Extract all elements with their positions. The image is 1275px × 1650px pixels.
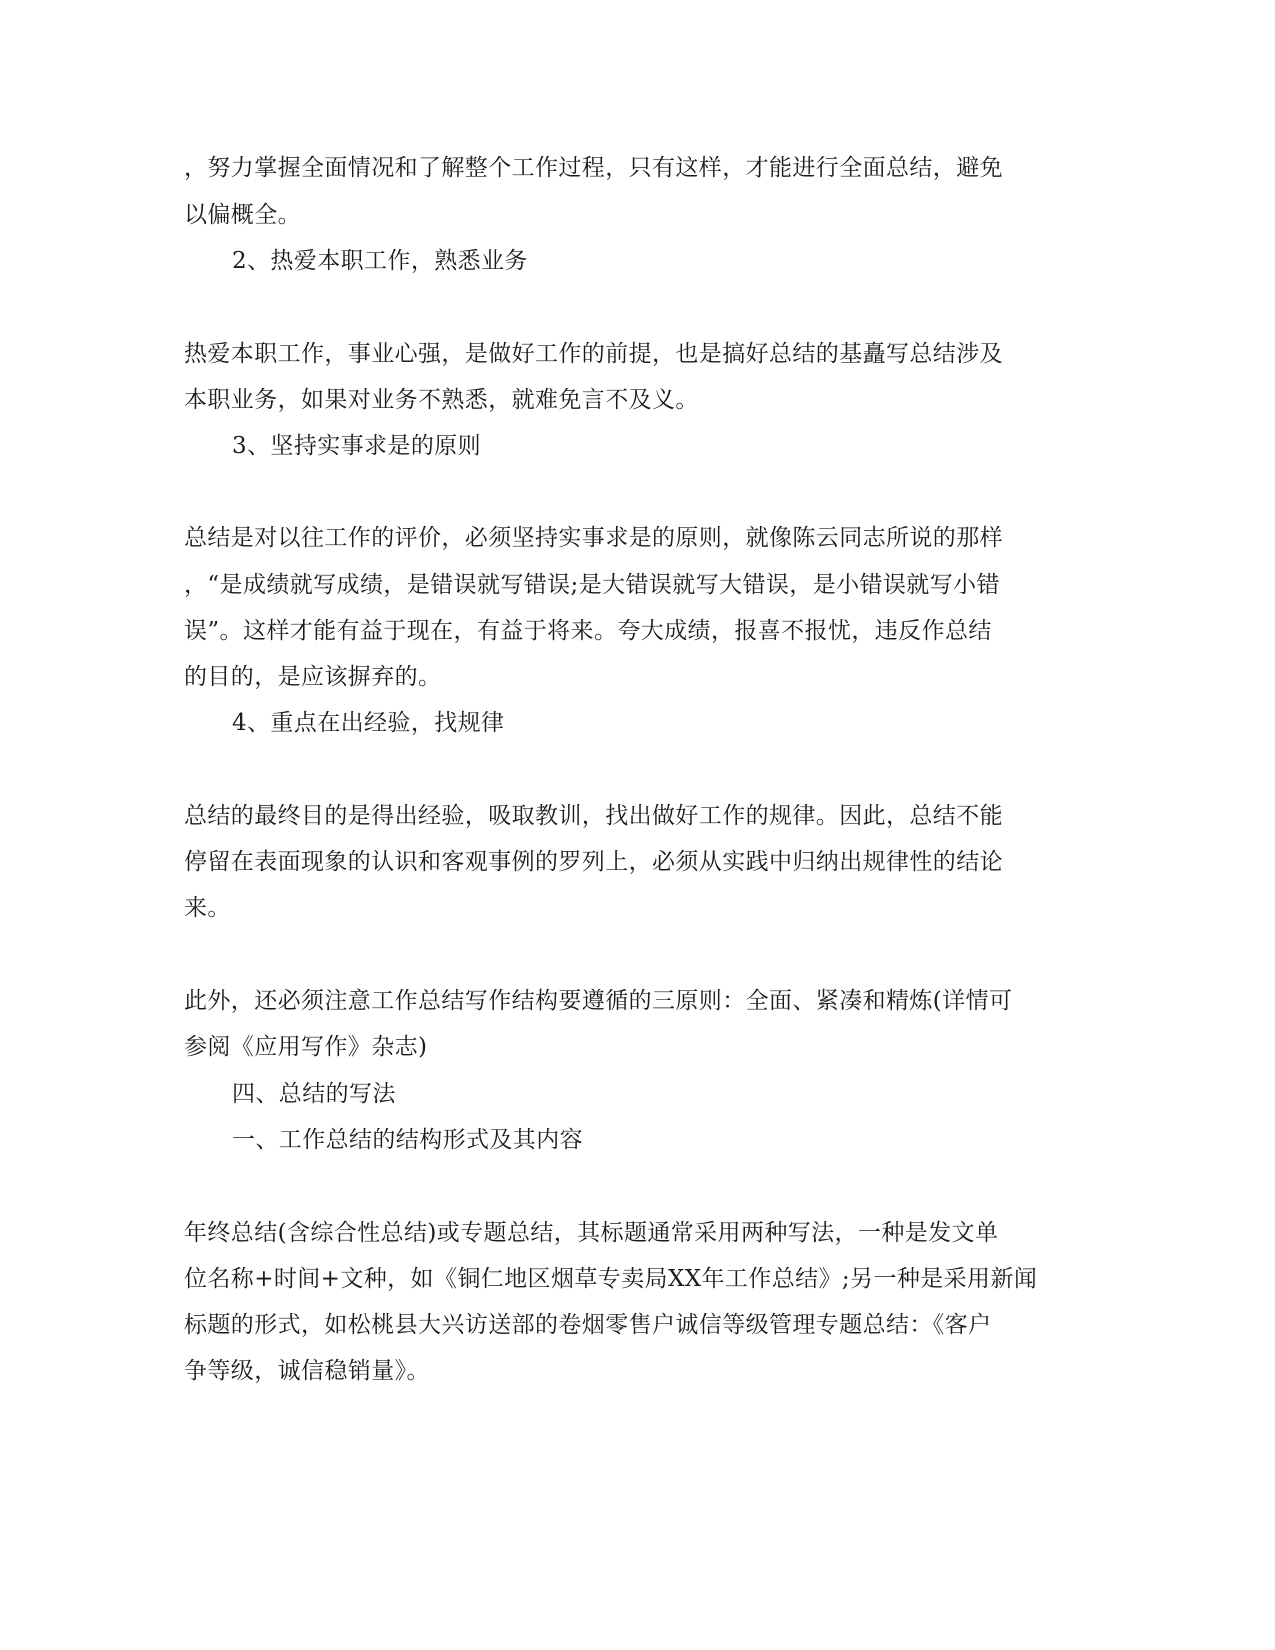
section-heading: 3、坚持实事求是的原则 xyxy=(232,433,482,459)
text-line: 误”。这样才能有益于现在，有益于将来。夸大成绩，报喜不报忧，违反作总结 xyxy=(184,618,992,644)
text-line: 热爱本职工作，事业心强，是做好工作的前提，也是搞好总结的基矗写总结涉及 xyxy=(184,341,1003,367)
text-line: 此外，还必须注意工作总结写作结构要遵循的三原则：全面、紧凑和精炼(详情可 xyxy=(184,988,1013,1014)
text-line: 以偏概全。 xyxy=(184,202,301,228)
text-line: 停留在表面现象的认识和客观事例的罗列上，必须从实践中归纳出规律性的结论 xyxy=(184,849,1003,875)
text-line: ，“是成绩就写成绩，是错误就写错误;是大错误就写大错误，是小错误就写小错 xyxy=(184,572,1000,598)
text-line: 位名称+时间+文种，如《铜仁地区烟草专卖局XX年工作总结》;另一种是采用新闻 xyxy=(184,1266,1038,1292)
section-heading: 2、热爱本职工作，熟悉业务 xyxy=(232,248,528,274)
section-heading: 四、总结的写法 xyxy=(232,1081,396,1107)
text-line: 争等级，诚信稳销量》。 xyxy=(184,1358,430,1384)
section-heading: 一、工作总结的结构形式及其内容 xyxy=(232,1127,583,1153)
text-line: 参阅《应用写作》杂志) xyxy=(184,1034,428,1060)
text-line: 标题的形式，如松桃县大兴访送部的卷烟零售户诚信等级管理专题总结：《客户 xyxy=(184,1312,992,1338)
text-line: 总结的最终目的是得出经验，吸取教训，找出做好工作的规律。因此，总结不能 xyxy=(184,803,1003,829)
text-line: ，努力掌握全面情况和了解整个工作过程，只有这样，才能进行全面总结，避免 xyxy=(184,155,1003,181)
text-line: 本职业务，如果对业务不熟悉，就难免言不及义。 xyxy=(184,387,699,413)
text-line: 的目的，是应该摒弃的。 xyxy=(184,664,442,690)
section-heading: 4、重点在出经验，找规律 xyxy=(232,710,505,736)
text-line: 总结是对以往工作的评价，必须坚持实事求是的原则，就像陈云同志所说的那样 xyxy=(184,525,1003,551)
text-line: 来。 xyxy=(184,895,231,921)
text-line: 年终总结(含综合性总结)或专题总结，其标题通常采用两种写法，一种是发文单 xyxy=(184,1220,999,1246)
